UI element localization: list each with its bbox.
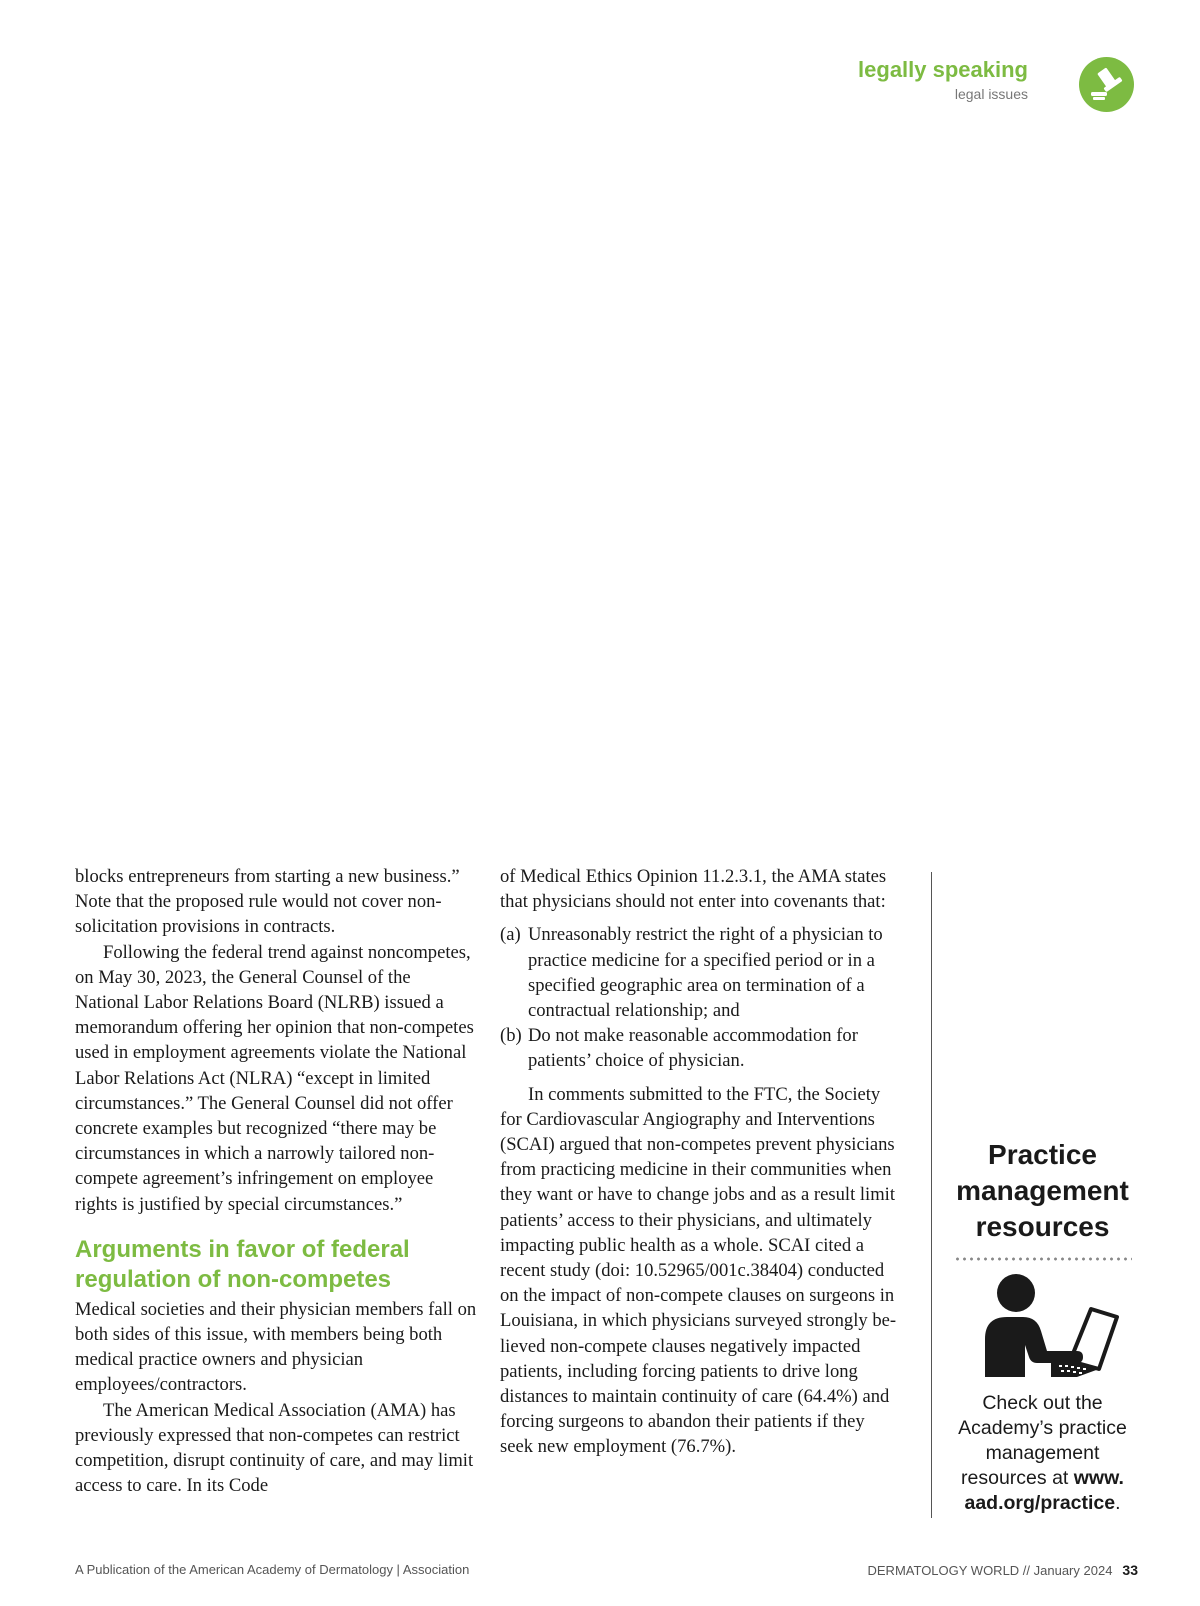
section-subtitle: legal issues xyxy=(954,86,1028,103)
sidebar-callout xyxy=(945,1137,1140,1516)
list-marker: (a) xyxy=(500,924,521,946)
paragraph: of Medical Ethics Opinion 11.2.3.1, the AMA states that physicians should not enter into covenants that: xyxy=(500,866,887,913)
section-header xyxy=(858,58,1028,102)
sidebar-text-after: . xyxy=(1115,1492,1121,1514)
column-2 xyxy=(500,864,900,1460)
column-divider xyxy=(931,872,932,1518)
person-laptop-icon xyxy=(967,1273,1119,1377)
practice-link[interactable]: www. aad.org/practice xyxy=(964,1467,1124,1514)
gavel-icon xyxy=(1079,57,1134,112)
list-marker: (b) xyxy=(500,1025,522,1047)
footer-magazine: DERMATOLOGY WORLD // January 2024 xyxy=(867,1563,1113,1578)
list-item xyxy=(500,922,900,1023)
paragraph: Medical societies and their physician members fall on both sides of this issue, with members being both medical practice owners and physician employees/contractors. xyxy=(75,1298,477,1396)
sidebar-title: Practice management resources xyxy=(956,1139,1129,1242)
list-item-text: Do not make reasonable accommodation for patients’ choice of physician. xyxy=(528,1025,858,1072)
section-title: legally speaking xyxy=(858,57,1028,82)
sidebar-text-before: Check out the Academy’s practice management resources at xyxy=(958,1392,1127,1489)
paragraph: Following the federal trend against noncompetes, on May 30, 2023, the General Counsel of the National Labor Relations Board (NLRB) issued a memorandum offering her opinion that non-competes used in employment agreements violate the National Labor Relations Act (NLRA) “except in limited circumstances.” The General Counsel did not offer concrete examples but recognized “there may be circumstances in which a narrowly tailored noncompete agreement’s infringement on employee rights is justified by special circumstances.” xyxy=(75,941,474,1215)
footer-publication: A Publication of the American Academy of Dermatology | Association xyxy=(75,1562,470,1577)
list-item-text: Unreasonably restrict the right of a physician to practice medicine for a specified period or in a specified geographic area on termination of a contractual relationship; and xyxy=(528,924,883,1022)
paragraph: In comments submitted to the FTC, the Society for Cardiovascular Angiography and Interventions (SCAI) argued that non-competes prevent physicians from practicing medicine in their communities when they want or have to change jobs and as a result limit patients’ access to their physicians, and ultimately impacting public health as a whole. SCAI cited a recent study (doi: 10.52965/001c.38404) conducted on the impact of non-compete clauses on surgeons in Louisiana, in which physicians surveyed strongly believed non-compete clauses negatively impacted patients, including forcing patients to drive long distances to maintain continuity of care (64.4%) and forcing surgeons to abandon their patients if they seek new employment (76.7%). xyxy=(500,1083,897,1458)
dotted-divider xyxy=(954,1257,1132,1261)
sidebar-text xyxy=(945,1391,1140,1516)
paragraph: blocks entrepreneurs from starting a new business.” Note that the proposed rule would not cover non-solicitation provisions in contracts. xyxy=(75,866,460,938)
subheading: Arguments in favor of federal regulation of non-competes xyxy=(75,1235,410,1293)
page-number: 33 xyxy=(1122,1562,1138,1578)
footer-issue xyxy=(868,1562,1139,1578)
paragraph: The American Medical Association (AMA) has previously expressed that non-competes can restrict competition, disrupt continuity of care, and may limit access to care. In its Code xyxy=(75,1399,474,1497)
covenant-list xyxy=(500,922,900,1073)
list-item xyxy=(500,1023,900,1073)
column-1 xyxy=(75,864,477,1498)
